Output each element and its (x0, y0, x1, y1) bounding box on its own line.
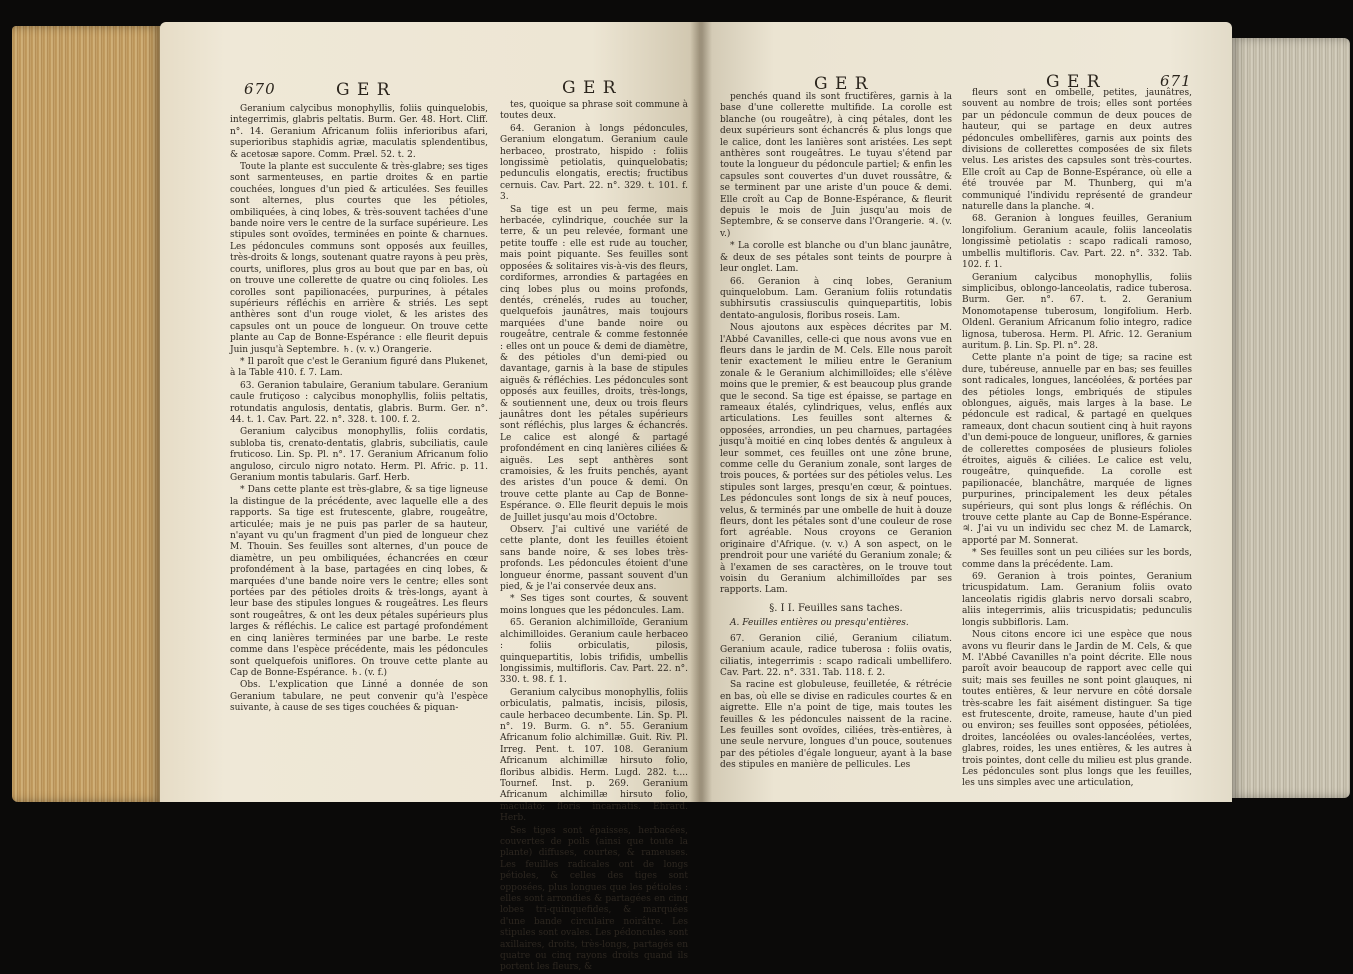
paragraph: 64. Geranion à longs pédoncules, Geranium elongatum. Geranium caule herbaceo, prostrato, hispido : foliis longissimè petiolatis, quinquelobatis; pedunculis elongatis, erectis; fructibus cernuis. Cav. Part. 22. n°. 329. t. 101. f. 3. (500, 123, 688, 203)
paragraph: * Ses tiges sont courtes, & souvent moins longues que les pédoncules. Lam. (500, 594, 688, 616)
subsection-heading: A. Feuilles entières ou presqu'entières. (730, 618, 909, 629)
paragraph: Nous ajoutons aux espèces décrites par M. l'Abbé Cavanilles, celle-ci que nous avons vue en fleurs dans le jardin de M. Cels. Elle nous paroît tenir exactement le milieu entre le Geranium zonale & le Geranium alchimilloïdes; elle s'élève moins que le premier, & est beaucoup plus grande que le second. Sa tige est épaisse, se partage en rameaux étalés, cylindriques, velus, enflés aux articulations. Les feuilles sont alternes & opposées, arrondies, un peu charnues, partagées jusqu'à moitié en cinq lobes dentés & anguleux à leur sommet, ces feuilles ont une zône brune, comme celle du Geranium zonale, sont larges de trois pouces, & portées sur des pétioles velus. Les stipules sont larges, presqu'en cœur, & pointues. Les pédoncules sont longs de six à neuf pouces, velus, & terminés par une ombelle de huit à douze fleurs, dont les pétales sont d'une couleur de rose fort agréable. Nous croyons ce Geranion originaire d'Afrique. (v. v.) A son aspect, on le prendroit pour une variété du Geranium zonale; & à l'examen de ses caractères, on le trouve tout voisin du Geranium alchimilloïdes par ses rapports. Lam. (720, 323, 952, 596)
paragraph: Ses tiges sont épaisses, herbacées, couvertes de poils (ainsi que toute la plante) diffuses, courtes, & rameuses. Les feuilles radicales ont de longs pétioles, & celles des tiges sont opposées, plus longues que les pétioles : elles sont arrondies & partagées en cinq lobes tri-quinquefides, & marquées d'une bande circulaire noirâtre. Les stipules sont ovales. Les pédoncules sont axillaires, droits, très-longs, partagés en quatre ou cinq rayons droits quand ils portent les fleurs, & (500, 825, 688, 973)
paragraph: Cette plante n'a point de tige; sa racine est dure, tubéreuse, annuelle par en bas; ses feuilles sont radicales, longues, lancéolées, & portées par des pétioles longs, embriqués de stipules oblongues, aiguës, mais larges à la base. Le pédoncule est radical, & partagé en quelques rameaux, dont chacun soutient cinq à huit rayons d'un demi-pouce de longueur, uniflores, & garnies de collerettes composées de plusieurs folioles étroites, aiguës & ciliées. Le calice est velu, rougeâtre, quinquefide. La corolle est papilionacée, blanchâtre, marquée de lignes purpurines, principalement les deux pétales supérieurs, qui sont plus longs & réfléchis. On trouve cette plante au Cap de Bonne-Espérance. ♃. J'ai vu un individu sec chez M. de Lamarck, apporté par M. Sonnerat. (962, 353, 1192, 546)
paragraph: Geranium calycibus monophyllis, foliis quinquelobis, integerrimis, glabris peltatis. Burm. Ger. 48. Hort. Cliff. n°. 14. Geranium Africanum foliis inferioribus afari, superioribus staphidis agriæ, maculatis splendentibus, & acetosæ sapore. Comm. Præl. 52. t. 2. (230, 104, 488, 160)
paragraph: Observ. J'ai cultivé une variété de cette plante, dont les feuilles étoient sans bande noire, & ses lobes très-profonds. Les pédoncules étoient d'une longueur énorme, passant souvent d'un pied, & je l'ai conservée deux ans. (500, 525, 688, 593)
right-folio: 671 (1160, 72, 1192, 90)
paragraph: Geranium calycibus monophyllis, foliis simplicibus, oblongo-lanceolatis, radice tuberosa. Burm. Ger. n°. 67. t. 2. Geranium Monomotapense tuberosum, longifolium. Herb. Oldenl. Geranium Africanum folio integro, radice lignosa, tuberosa. Herm. Pl. Afric. 12. Geranium auritum. β. Lin. Sp. Pl. n°. 28. (962, 272, 1192, 351)
paragraph: 68. Geranion à longues feuilles, Geranium longifolium. Geranium acaule, foliis lanceolatis longissimè petiolatis : scapo radicali ramoso, umbellis multifloris. Cav. Part. 22. n°. 332. Tab. 102. f. 1. (962, 214, 1192, 271)
paragraph: 69. Geranion à trois pointes, Geranium tricuspidatum. Lam. Geranium foliis ovato lanceolatis rigidis glabris nervo dorsali scabro, aliis integerrimis, aliis tricuspidatis; pedunculis longis subbifloris. Lam. (962, 572, 1192, 628)
paragraph: Sa tige est un peu ferme, mais herbacée, cylindrique, couchée sur la terre, & un peu relevée, formant une petite touffe : elle est rude au toucher, mais point piquante. Ses feuilles sont opposées & solitaires vis-à-vis des fleurs, cordiformes, arrondies & partagées en cinq lobes plus ou moins profonds, dentés, crénelés, rudes au toucher, quelquefois jaunâtres, mais toujours marquées d'une bande noire ou rougeâtre, centrale & comme festonnée : elles ont un pouce & demi de diamètre, & des pétioles d'un demi-pied ou davantage, garnis à la base de stipules aiguës & réfléchies. Les pédoncules sont opposés aux feuilles, droits, très-longs, & soutiennent une, deux ou trois fleurs jaunâtres dont les pétales supérieurs sont réfléchis, plus larges & échancrés. Le calice est alongé & partagé profondément en cinq lanières ciliées & aiguës. Les sept anthères sont cramoisies, & les fruits penchés, ayant des aristes d'un pouce & demi. On trouve cette plante au Cap de Bonne-Espérance. ⊙. Elle fleurit depuis le mois de Juillet jusqu'au mois d'Octobre. (500, 204, 688, 523)
paragraph: tes, quoique sa phrase soit commune à toutes deux. (500, 100, 688, 122)
right-page-stack-edge (1230, 38, 1350, 798)
paragraph: * La corolle est blanche ou d'un blanc jaunâtre, & deux de ses pétales sont teints de pourpre à leur onglet. Lam. (720, 241, 952, 275)
paragraph: 66. Geranion à cinq lobes, Geranium quinquelobum. Lam. Geranium foliis rotundatis subhirsutis crassiusculis quinquepartitis, lobis dentato-angulosis, floribus roseis. Lam. (720, 276, 952, 321)
paragraph: Geranium calycibus monophyllis, foliis orbiculatis, palmatis, incisis, pilosis, caule herbaceo decumbente. Lin. Sp. Pl. n°. 19. Burm. G. n°. 55. Geranium Africanum folio alchimillæ. Guit. Riv. Pl. Irreg. Pent. t. 107. 108. Geranium Africanum alchimillæ hirsuto folio, floribus albidis. Herm. Lugd. 282. t.... Tournef. Inst. p. 269. Geranium Africanum alchimillæ hirsuto folio, maculato; floris incarnatis. Ehrard. Herb. (500, 687, 688, 824)
left-folio: 670 (244, 80, 276, 98)
paragraph: Geranium calycibus monophyllis, foliis cordatis, subloba tis, crenato-dentatis, glabris, subciliatis, caule fruticoso. Lin. Sp. Pl. n°. 17. Geranium Africanum folio anguloso, circulo nigro notato. Herm. Pl. Afric. p. 11. Geranium montis tabularis. Garf. Herb. (230, 427, 488, 483)
left-running-head: G E R (336, 80, 391, 100)
left-page (160, 22, 700, 973)
left-page-stack-edge (12, 26, 162, 802)
paragraph: Obs. L'explication que Linné a donnée de son Geranium tabulare, ne peut convenir qu'à l'espèce suivante, à cause de ses tiges couchées & piquan- (230, 680, 488, 714)
right-column-2 (962, 88, 1192, 794)
paragraph: Nous citons encore ici une espèce que nous avons vu fleurir dans le Jardin de M. Cels, & que M. l'Abbé Cavanilles n'a point décrite. Elle nous paroît avoir beaucoup de rapport avec celle qui suit; mais ses feuilles ne sont point glauques, ni toutes entières, & leur nervure en côté dorsale très-scabre les fait aisément distinguer. Sa tige est frutescente, droite, rameuse, haute d'un pied ou environ; ses feuilles sont opposées, pétiolées, droites, lancéolées ou ovales-lancéolées, vertes, glabres, roides, les unes entières, & les autres à trois pointes, dont celle du milieu est plus grande. Les pédoncules sont plus longs que les feuilles, les uns simples avec une articulation, (962, 630, 1192, 789)
paragraph: 67. Geranion cilié, Geranium ciliatum. Geranium acaule, radice tuberosa : foliis ovatis, ciliatis, integerrimis : scapo radicali umbellifero. Cav. Part. 22. n°. 331. Tab. 118. f. 2. (720, 633, 952, 678)
paragraph: * Ses feuilles sont un peu ciliées sur les bords, comme dans la précédente. Lam. (962, 548, 1192, 570)
paragraph: Toute la plante est succulente & très-glabre; ses tiges sont sarmenteuses, en partie droites & en partie couchées, longues d'un pied & articulées. Ses feuilles sont alternes, plus courtes que les pétioles, ombiliquées, à cinq lobes, & très-souvent tachées d'une bande noire vers le centre de la surface supérieure. Les stipules sont ovoïdes, terminées en pointe & charnues. Les pédoncules communs sont opposés aux feuilles, très-droits & longs, soutenant quatre rayons à peu près, courts, uniflores, plus gros au bout que par en bas, où on trouve une collerette de quatre ou cinq folioles. Les corolles sont papilionacées, purpurines, à pétales supérieurs réfléchis en arrière & striés. Les sept anthères sont d'un rouge violet, & les aristes des capsules ont un pouce de longueur. On trouve cette plante au Cap de Bonne-Espérance : elle fleurit depuis Juin jusqu'à Septembre. ♄. (v. v.) Orangerie. (230, 162, 488, 355)
left-column-2 (500, 100, 688, 973)
paragraph: * Il paroît que c'est le Geranium figuré dans Plukenet, à la Table 410. f. 7. Lam. (230, 356, 488, 379)
right-page (700, 22, 1232, 802)
paragraph: fleurs sont en ombelle, petites, jaunâtres, souvent au nombre de trois; elles sont portées par un pédoncule commun de deux pouces de hauteur, qui se partage en deux autres pédoncules ombellifères, garnis aux points des divisions de collerettes composées de six filets velus. Les aristes des capsules sont très-courtes. Elle croît au Cap de Bonne-Espérance, où elle a été trouvée par M. Thunberg, qui m'a communiqué l'individu représenté de grandeur naturelle dans la planche. ♃. (962, 88, 1192, 213)
paragraph: penchés quand ils sont fructifères, garnis à la base d'une collerette multifide. La corolle est blanche (ou rougeâtre), à cinq pétales, dont les deux supérieurs sont échancrés & plus longs que le calice, dont les lanières sont aristées. Les sept anthères sont rougeâtres. Le tuyau s'étend par toute la longueur du pédoncule partiel; & enfin les capsules sont couvertes d'un duvet roussâtre, & se terminent par une ariste d'un pouce & demi. Elle croît au Cap de Bonne-Espérance, & fleurit depuis le mois de Juin jusqu'au mois de Septembre, & se conserve dans l'Orangerie. ♃. (v. v.) (720, 92, 952, 239)
right-column-1 (720, 92, 952, 794)
paragraph: 63. Geranion tabulaire, Geranium tabulare. Geranium caule frutiçoso : calycibus monophyllis, foliis peltatis, rotundatis angulosis, dentatis, glabris. Burm. Ger. n°. 44. t. 1. Cav. Part. 22. n°. 328. t. 100. f. 2. (230, 380, 488, 425)
paragraph: 65. Geranion alchimilloïde, Geranium alchimilloides. Geranium caule herbaceo : foliis orbiculatis, pilosis, quinquepartitis, lobis trifidis, umbellis longissimis, multifloris. Cav. Part. 22. n°. 330. t. 98. f. 1. (500, 618, 688, 686)
left-center-head: G E R (562, 78, 617, 98)
paragraph: Sa racine est globuleuse, feuilletée, & rétrécie en bas, où elle se divise en radicules courtes & en aigrette. Elle n'a point de tige, mais toutes les feuilles & les pédoncules naissent de la racine. Les feuilles sont ovoïdes, ciliées, très-entières, à une seule nervure, longues d'un pouce, soutenues par des pétioles d'égale longueur, ayant à la base des stipules en manière de pellicules. Les (720, 680, 952, 771)
right-running-head: G E R (1046, 72, 1101, 92)
paragraph: * Dans cette plante est très-glabre, & sa tige ligneuse la distingue de la précédente, avec laquelle elle a des rapports. Sa tige est frutescente, glabre, rougeâtre, articulée; mais je ne puis pas parler de sa hauteur, n'ayant vu qu'un fragment d'un pied de longueur chez M. Thouin. Ses feuilles sont alternes, d'un pouce de diamètre, un peu ombiliquées, échancrées en cœur profondément à la base, partagées en cinq lobes, & marquées d'une bande noire vers le centre; elles sont portées par des pétioles droits & très-longs, ayant à leur base des stipules longues & rougeâtres. Les fleurs sont rougeâtres, & ont les deux pétales supérieurs plus larges & réfléchis. Le calice est partagé profondément en cinq lanières terminées par une barbe. Le reste comme dans l'espèce précédente, mais les pédoncules sont quelquefois uniflores. On trouve cette plante au Cap de Bonne-Espérance. ♄. (v. f.) (230, 485, 488, 678)
right-center-head: G E R (814, 74, 869, 94)
section-heading: §. I I. Feuilles sans taches. (769, 602, 903, 614)
left-column-1 (230, 104, 488, 794)
